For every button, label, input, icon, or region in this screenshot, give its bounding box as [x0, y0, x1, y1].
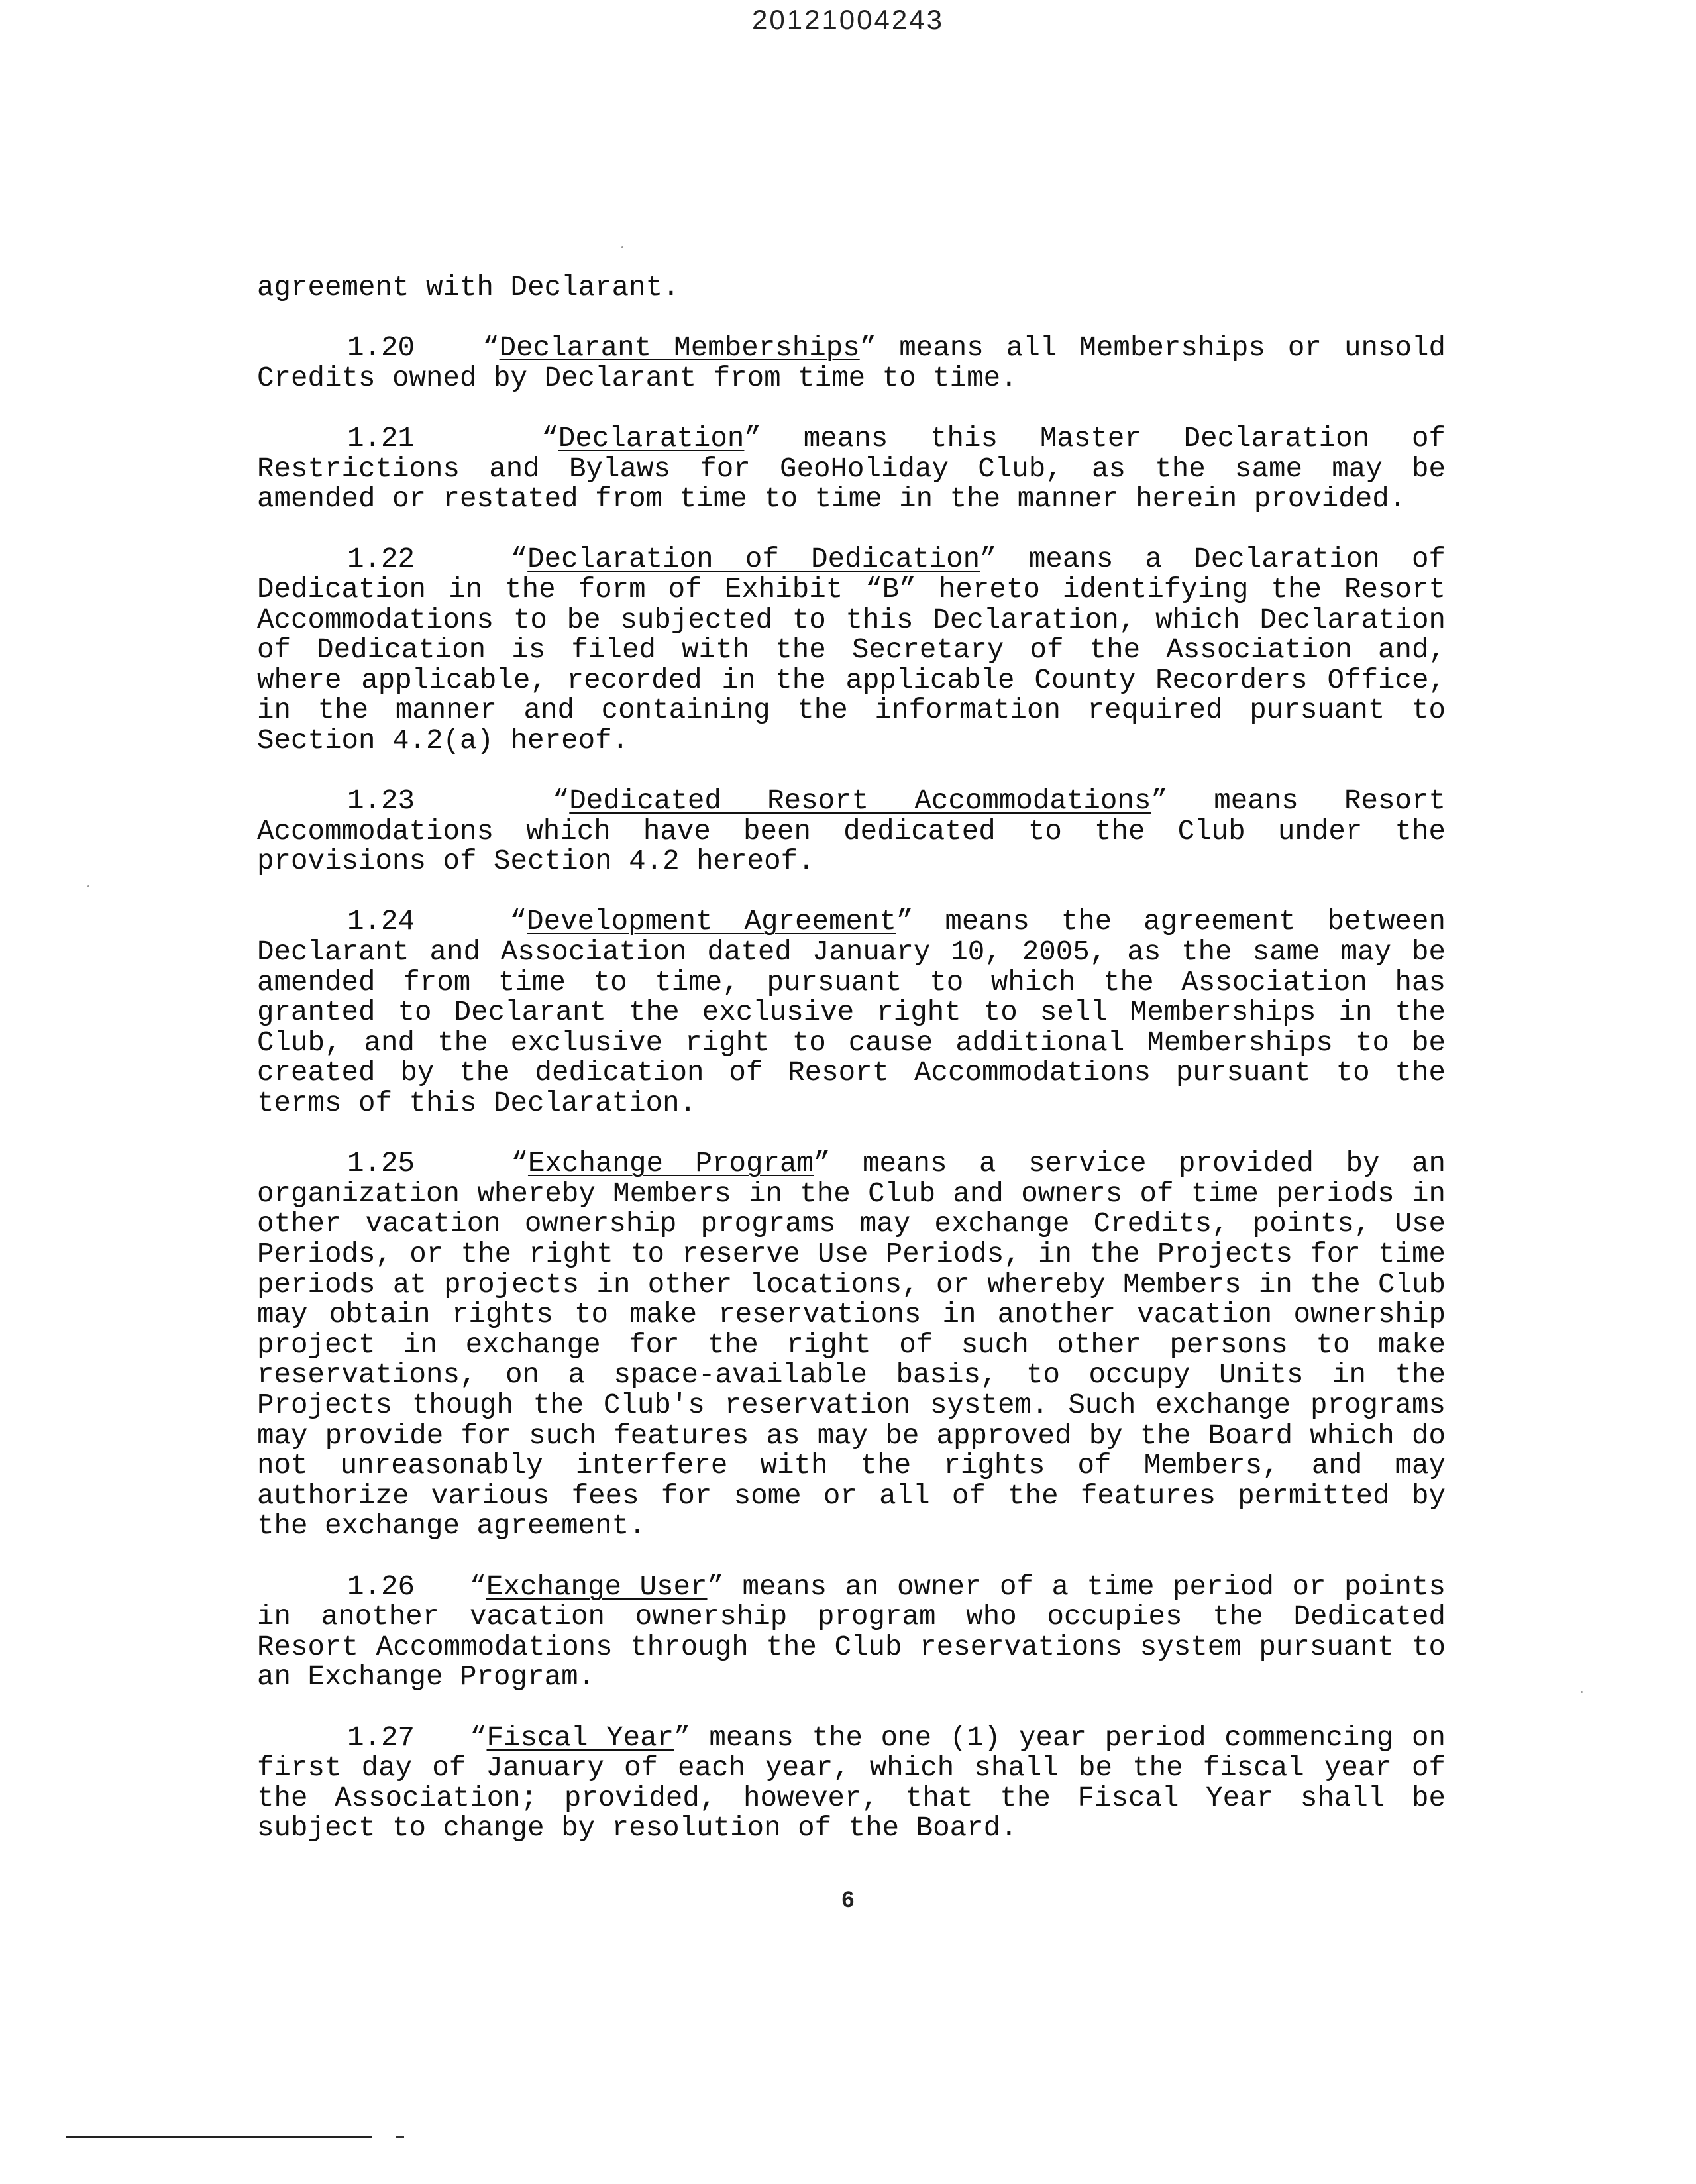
document-body [257, 273, 1446, 1874]
definition-text: means a Declaration of Dedication in the form of Exhibit “B” hereto identifying the Resort Accommodations to be subjected to this Declaration, which Declaration of Dedication is filed with the Secretary of the Association and, where applicable, recorded in the applicable County Recorders Office, in the manner and containing the information required pursuant to Section 4.2(a) hereof. [257, 543, 1446, 757]
defined-term: Exchange Program [527, 1148, 814, 1180]
definition-paragraph: 1.27 “Fiscal Year” means the one (1) year period commencing on first day of January of each year, which shall be the fiscal year of the Association; provided, however, that the Fiscal Year shall be subject to change by resolution of the Board. [257, 1721, 1446, 1845]
definition-text: means an owner of a time period or points in another vacation ownership program who occupies the Dedicated Resort Accommodations through the Club reservations system pursuant to an Exchange Program. [257, 1570, 1446, 1694]
definition-paragraph: 1.24 “Development Agreement” means the agreement between Declarant and Association dated January 10, 2005, as the same may be amended from time to time, pursuant to which the Association has granted to Declarant the exclusive right to sell Memberships in the Club, and the exclusive right to cause additional Memberships to be created by the dedication of Resort Accommodations pursuant to the terms of this Declaration. [257, 906, 1446, 1120]
section-number: 1.27 [347, 1721, 415, 1754]
defined-term: Declaration [558, 422, 745, 455]
definition-text: means the one (1) year period commencing on first day of January of each year, which shall be the fiscal year of the Association; provided, however, that the Fiscal Year shall be subject to change by resolution of the Board. [257, 1721, 1446, 1845]
section-number: 1.24 [347, 906, 415, 938]
defined-term: Dedicated Resort Accommodations [569, 785, 1151, 818]
section-number: 1.23 [347, 785, 415, 818]
scan-speck [1581, 1691, 1583, 1693]
defined-term: Declaration of Dedication [527, 543, 980, 576]
footnote-dash [396, 2136, 404, 2138]
definition-text: means this Master Declaration of Restrictions and Bylaws for GeoHoliday Club, as the same may be amended or restated from time to time in the manner herein provided. [257, 422, 1446, 516]
section-number: 1.20 [347, 332, 415, 364]
section-number: 1.25 [347, 1148, 415, 1180]
document-number: 20121004243 [752, 4, 944, 35]
section-number: 1.26 [347, 1570, 415, 1603]
definition-text: means the agreement between Declarant and Association dated January 10, 2005, as the same may be amended from time to time, pursuant to which the Association has granted to Declarant the exclusive right to sell Memberships in the Club, and the exclusive right to cause additional Memberships to be created by the dedication of Resort Accommodations pursuant to the terms of this Declaration. [257, 906, 1446, 1120]
section-number: 1.22 [347, 543, 415, 576]
definition-text: means Resort Accommodations which have been dedicated to the Club under the provisions of Section 4.2 hereof. [257, 785, 1446, 878]
scan-speck [621, 246, 623, 248]
definition-paragraph: 1.21 “Declaration” means this Master Declaration of Restrictions and Bylaws for GeoHoliday Club, as the same may be amended or restated from time to time in the manner herein provided. [257, 422, 1446, 516]
footnote-divider [66, 2136, 372, 2138]
defined-term: Exchange User [486, 1570, 708, 1603]
definition-paragraph: 1.25 “Exchange Program” means a service provided by an organization whereby Members in the Club and owners of time periods in other vacation ownership programs may exchange Credits, points, Use Periods, or the right to reserve Use Periods, in the Projects for time periods at projects in other locations, or whereby Members in the Club may obtain rights to make reservations in another vacation ownership project in exchange for the right of such other persons to make reservations, on a space-available basis, to occupy Units in the Projects though the Club's reservation system. Such exchange programs may provide for such features as may be approved by the Board which do not unreasonably interfere with the rights of Members, and may authorize various fees for some or all of the features permitted by the exchange agreement. [257, 1148, 1446, 1543]
definition-paragraph: 1.23 “Dedicated Resort Accommodations” means Resort Accommodations which have been dedicated to the Club under the provisions of Section 4.2 hereof. [257, 785, 1446, 878]
scan-speck [87, 885, 89, 887]
definition-text: means a service provided by an organization whereby Members in the Club and owners of time periods in other vacation ownership programs may exchange Credits, points, Use Periods, or the right to reserve Use Periods, in the Projects for time periods at projects in other locations, or whereby Members in the Club may obtain rights to make reservations in another vacation ownership project in exchange for the right of such other persons to make reservations, on a space-available basis, to occupy Units in the Projects though the Club's reservation system. Such exchange programs may provide for such features as may be approved by the Board which do not unreasonably interfere with the rights of Members, and may authorize various fees for some or all of the features permitted by the exchange agreement. [257, 1148, 1446, 1543]
defined-term: Declarant Memberships [499, 332, 860, 364]
definition-paragraph: 1.26 “Exchange User” means an owner of a time period or points in another vacation ownership program who occupies the Dedicated Resort Accommodations through the Club reservations system pursuant to an Exchange Program. [257, 1570, 1446, 1694]
section-number: 1.21 [347, 422, 415, 455]
definition-paragraph: 1.20 “Declarant Memberships” means all Memberships or unsold Credits owned by Declarant from time to time. [257, 332, 1446, 394]
defined-term: Development Agreement [527, 906, 896, 938]
defined-term: Fiscal Year [486, 1721, 674, 1754]
page-number: 6 [841, 1887, 855, 1912]
definition-text: means all Memberships or unsold Credits owned by Declarant from time to time. [257, 332, 1446, 394]
definition-paragraph: 1.22 “Declaration of Dedication” means a Declaration of Dedication in the form of Exhibit “B” hereto identifying the Resort Accommodations to be subjected to this Declaration, which Declaration of Dedication is filed with the Secretary of the Association and, where applicable, recorded in the applicable County Recorders Office, in the manner and containing the information required pursuant to Section 4.2(a) hereof. [257, 543, 1446, 757]
continuation-paragraph: agreement with Declarant. [257, 272, 680, 303]
